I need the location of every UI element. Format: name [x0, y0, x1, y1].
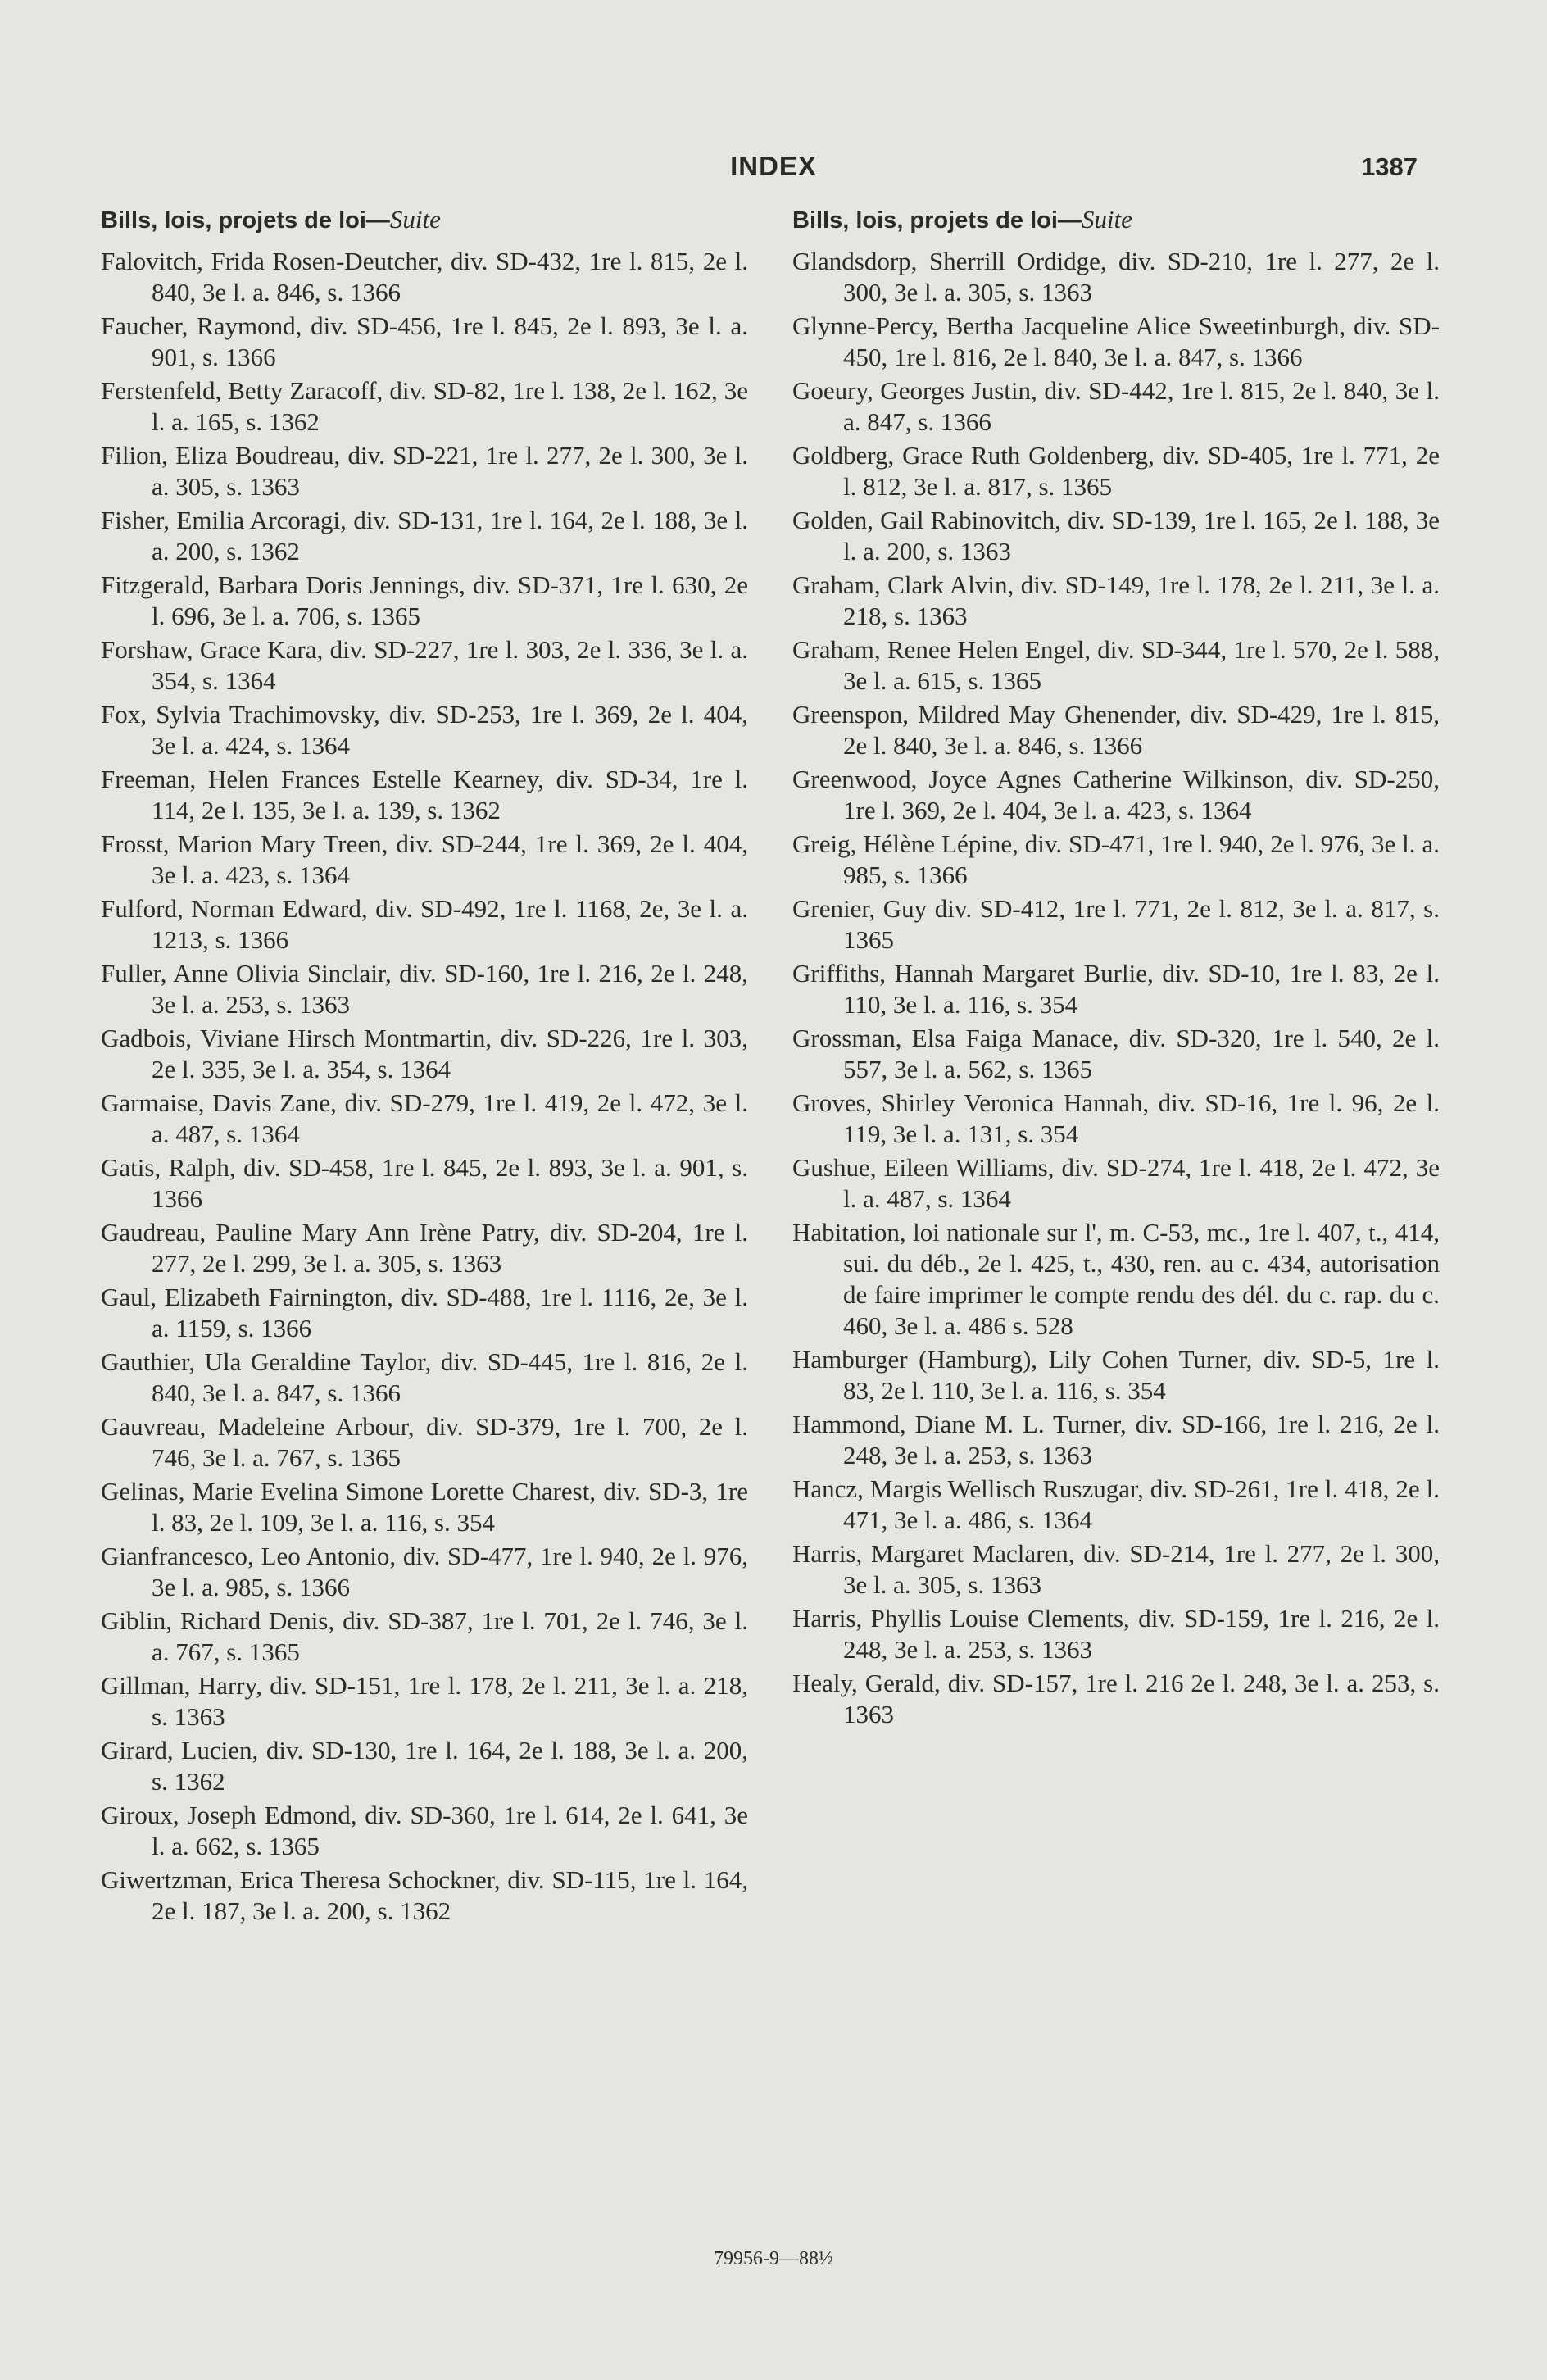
index-entry: Falovitch, Frida Rosen-Deutcher, div. SD-432, 1re l. 815, 2e l. 840, 3e l. a. 846, s. 1366	[101, 247, 748, 307]
index-entry: Habitation, loi nationale sur l', m. C-53, mc., 1re l. 407, t., 414, sui. du déb., 2e l. 425, t., 430, ren. au c. 434, autorisation de faire imprimer le compte rendu des dél. du c. rap. du c. 460, 3e l. a. 486 s. 528	[792, 1218, 1440, 1340]
left-column-heading	[101, 205, 748, 234]
index-entry: Hancz, Margis Wellisch Ruszugar, div. SD-261, 1re l. 418, 2e l. 471, 3e l. a. 486, s. 1364	[792, 1474, 1440, 1534]
index-entry: Gaul, Elizabeth Fairnington, div. SD-488, 1re l. 1116, 2e, 3e l. a. 1159, s. 1366	[101, 1283, 748, 1342]
index-entry: Graham, Clark Alvin, div. SD-149, 1re l. 178, 2e l. 211, 3e l. a. 218, s. 1363	[792, 570, 1440, 630]
left-column	[101, 205, 748, 1929]
index-entry: Hamburger (Hamburg), Lily Cohen Turner, div. SD-5, 1re l. 83, 2e l. 110, 3e l. a. 116, s. 354	[792, 1345, 1440, 1405]
right-heading-suite: Suite	[1081, 205, 1132, 234]
index-entry: Healy, Gerald, div. SD-157, 1re l. 216 2e l. 248, 3e l. a. 253, s. 1363	[792, 1669, 1440, 1728]
index-entry: Glandsdorp, Sherrill Ordidge, div. SD-210, 1re l. 277, 2e l. 300, 3e l. a. 305, s. 1363	[792, 247, 1440, 307]
index-entry: Gauthier, Ula Geraldine Taylor, div. SD-445, 1re l. 816, 2e l. 840, 3e l. a. 847, s. 1366	[101, 1347, 748, 1407]
index-entry: Harris, Phyllis Louise Clements, div. SD-159, 1re l. 216, 2e l. 248, 3e l. a. 253, s. 1363	[792, 1604, 1440, 1664]
right-column-heading	[792, 205, 1440, 234]
index-entry: Faucher, Raymond, div. SD-456, 1re l. 845, 2e l. 893, 3e l. a. 901, s. 1366	[101, 311, 748, 371]
index-entry: Greenwood, Joyce Agnes Catherine Wilkinson, div. SD-250, 1re l. 369, 2e l. 404, 3e l. a. 423, s. 1364	[792, 765, 1440, 824]
index-entry: Harris, Margaret Maclaren, div. SD-214, 1re l. 277, 2e l. 300, 3e l. a. 305, s. 1363	[792, 1539, 1440, 1599]
index-entry: Gushue, Eileen Williams, div. SD-274, 1re l. 418, 2e l. 472, 3e l. a. 487, s. 1364	[792, 1153, 1440, 1213]
index-entry: Ferstenfeld, Betty Zaracoff, div. SD-82, 1re l. 138, 2e l. 162, 3e l. a. 165, s. 1362	[101, 376, 748, 436]
index-entry: Gadbois, Viviane Hirsch Montmartin, div. SD-226, 1re l. 303, 2e l. 335, 3e l. a. 354, s. 1364	[101, 1024, 748, 1083]
left-heading-text: Bills, lois, projets de loi—	[101, 207, 390, 234]
right-heading-text: Bills, lois, projets de loi—	[792, 207, 1082, 234]
index-entry: Filion, Eliza Boudreau, div. SD-221, 1re l. 277, 2e l. 300, 3e l. a. 305, s. 1363	[101, 441, 748, 501]
index-entry: Fisher, Emilia Arcoragi, div. SD-131, 1re l. 164, 2e l. 188, 3e l. a. 200, s. 1362	[101, 506, 748, 565]
index-entry: Giroux, Joseph Edmond, div. SD-360, 1re l. 614, 2e l. 641, 3e l. a. 662, s. 1365	[101, 1801, 748, 1860]
index-entry: Forshaw, Grace Kara, div. SD-227, 1re l. 303, 2e l. 336, 3e l. a. 354, s. 1364	[101, 635, 748, 695]
index-entry: Gauvreau, Madeleine Arbour, div. SD-379, 1re l. 700, 2e l. 746, 3e l. a. 767, s. 1365	[101, 1412, 748, 1472]
index-entry: Groves, Shirley Veronica Hannah, div. SD-16, 1re l. 96, 2e l. 119, 3e l. a. 131, s. 354	[792, 1088, 1440, 1148]
index-entry: Golden, Gail Rabinovitch, div. SD-139, 1re l. 165, 2e l. 188, 3e l. a. 200, s. 1363	[792, 506, 1440, 565]
index-entry: Gatis, Ralph, div. SD-458, 1re l. 845, 2e l. 893, 3e l. a. 901, s. 1366	[101, 1153, 748, 1213]
index-entry: Fulford, Norman Edward, div. SD-492, 1re l. 1168, 2e, 3e l. a. 1213, s. 1366	[101, 894, 748, 954]
index-entry: Grossman, Elsa Faiga Manace, div. SD-320, 1re l. 540, 2e l. 557, 3e l. a. 562, s. 1365	[792, 1024, 1440, 1083]
index-entry: Griffiths, Hannah Margaret Burlie, div. SD-10, 1re l. 83, 2e l. 110, 3e l. a. 116, s. 354	[792, 959, 1440, 1019]
index-entry: Gillman, Harry, div. SD-151, 1re l. 178, 2e l. 211, 3e l. a. 218, s. 1363	[101, 1671, 748, 1731]
index-entry: Hammond, Diane M. L. Turner, div. SD-166, 1re l. 216, 2e l. 248, 3e l. a. 253, s. 1363	[792, 1410, 1440, 1469]
index-entry: Graham, Renee Helen Engel, div. SD-344, 1re l. 570, 2e l. 588, 3e l. a. 615, s. 1365	[792, 635, 1440, 695]
print-code-footer: 79956-9—88½	[714, 2248, 833, 2269]
index-entry: Fuller, Anne Olivia Sinclair, div. SD-160, 1re l. 216, 2e l. 248, 3e l. a. 253, s. 1363	[101, 959, 748, 1019]
index-entry: Fox, Sylvia Trachimovsky, div. SD-253, 1re l. 369, 2e l. 404, 3e l. a. 424, s. 1364	[101, 700, 748, 760]
right-entry-list	[792, 246, 1440, 1730]
index-entry: Greenspon, Mildred May Ghenender, div. SD-429, 1re l. 815, 2e l. 840, 3e l. a. 846, s. 1366	[792, 700, 1440, 760]
index-entry: Greig, Hélène Lépine, div. SD-471, 1re l. 940, 2e l. 976, 3e l. a. 985, s. 1366	[792, 829, 1440, 889]
index-entry: Glynne-Percy, Bertha Jacqueline Alice Sweetinburgh, div. SD-450, 1re l. 816, 2e l. 840, 3e l. a. 847, s. 1366	[792, 311, 1440, 371]
index-entry: Giwertzman, Erica Theresa Schockner, div. SD-115, 1re l. 164, 2e l. 187, 3e l. a. 200, s. 1362	[101, 1865, 748, 1925]
page-header	[0, 146, 1547, 195]
left-heading-suite: Suite	[389, 205, 441, 234]
index-entry: Gelinas, Marie Evelina Simone Lorette Charest, div. SD-3, 1re l. 83, 2e l. 109, 3e l. a. 116, s. 354	[101, 1477, 748, 1537]
index-entry: Frosst, Marion Mary Treen, div. SD-244, 1re l. 369, 2e l. 404, 3e l. a. 423, s. 1364	[101, 829, 748, 889]
index-entry: Freeman, Helen Frances Estelle Kearney, div. SD-34, 1re l. 114, 2e l. 135, 3e l. a. 139, s. 1362	[101, 765, 748, 824]
page-number: 1387	[1361, 152, 1418, 181]
index-entry: Goeury, Georges Justin, div. SD-442, 1re l. 815, 2e l. 840, 3e l. a. 847, s. 1366	[792, 376, 1440, 436]
index-entry: Grenier, Guy div. SD-412, 1re l. 771, 2e l. 812, 3e l. a. 817, s. 1365	[792, 894, 1440, 954]
page-title: INDEX	[730, 151, 817, 181]
index-entry: Giblin, Richard Denis, div. SD-387, 1re l. 701, 2e l. 746, 3e l. a. 767, s. 1365	[101, 1606, 748, 1666]
left-entry-list	[101, 246, 748, 1927]
index-entry: Fitzgerald, Barbara Doris Jennings, div. SD-371, 1re l. 630, 2e l. 696, 3e l. a. 706, s. 1365	[101, 570, 748, 630]
index-entry: Garmaise, Davis Zane, div. SD-279, 1re l. 419, 2e l. 472, 3e l. a. 487, s. 1364	[101, 1088, 748, 1148]
index-entry: Goldberg, Grace Ruth Goldenberg, div. SD-405, 1re l. 771, 2e l. 812, 3e l. a. 817, s. 1365	[792, 441, 1440, 501]
index-entry: Gianfrancesco, Leo Antonio, div. SD-477, 1re l. 940, 2e l. 976, 3e l. a. 985, s. 1366	[101, 1542, 748, 1601]
index-entry: Girard, Lucien, div. SD-130, 1re l. 164, 2e l. 188, 3e l. a. 200, s. 1362	[101, 1736, 748, 1796]
index-entry: Gaudreau, Pauline Mary Ann Irène Patry, div. SD-204, 1re l. 277, 2e l. 299, 3e l. a. 305, s. 1363	[101, 1218, 748, 1278]
right-column	[792, 205, 1440, 1733]
